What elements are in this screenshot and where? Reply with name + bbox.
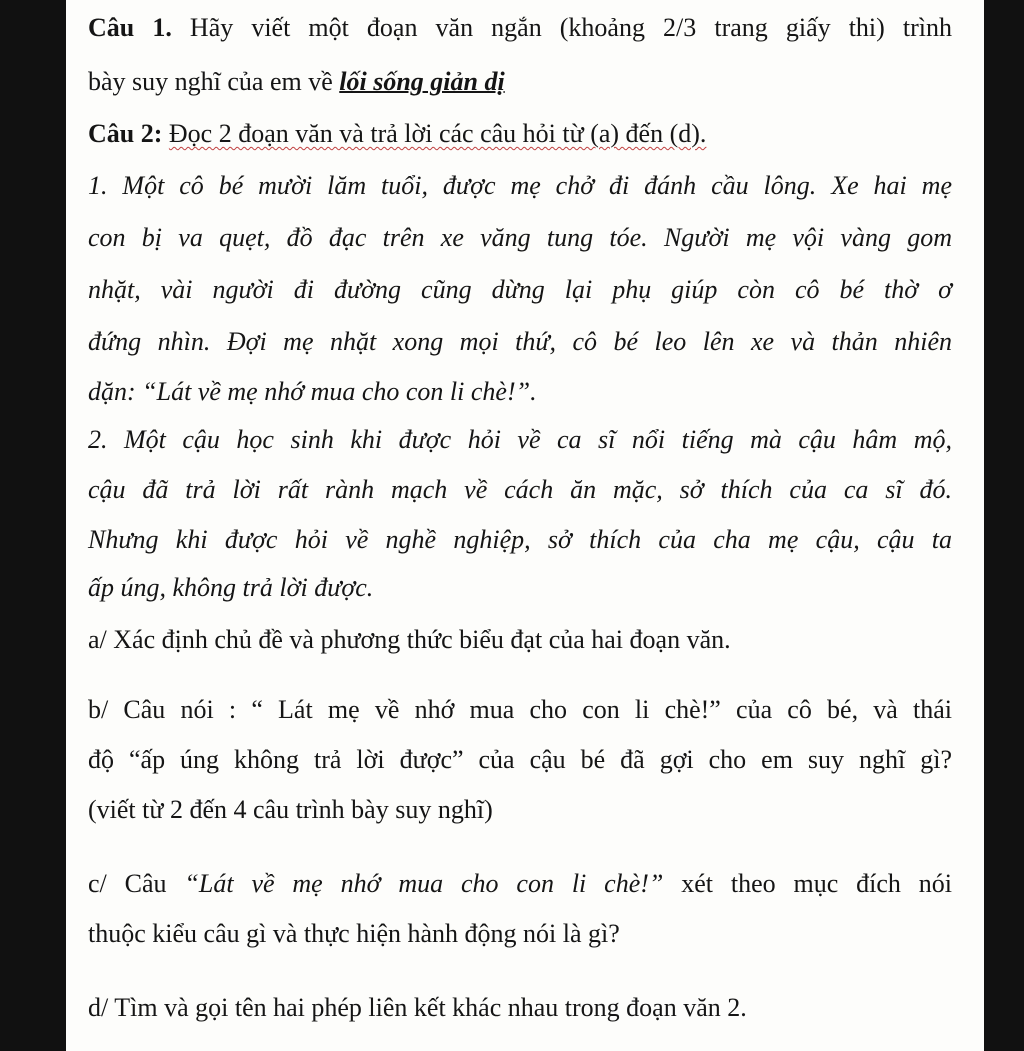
question-1-line-2 [88,64,952,100]
question-a: a/ Xác định chủ đề và phương thức biểu đạt của hai đoạn văn. [88,625,731,654]
passage-2-line: Nhưng khi được hỏi về nghề nghiệp, sở thích của cha mẹ cậu, cậu ta [88,525,952,554]
question-2-text: Đọc 2 đoạn văn và trả lời các câu hỏi từ (a) đến (d). [168,119,707,148]
passage-1-line: con bị va quẹt, đồ đạc trên xe văng tung tóe. Người mẹ vội vàng gom [88,223,952,252]
question-2-label: Câu 2: [88,119,163,148]
question-b-line: (viết từ 2 đến 4 câu trình bày suy nghĩ) [88,795,493,824]
question-c-line-2: thuộc kiểu câu gì và thực hiện hành động nói là gì? [88,919,620,948]
question-c-prefix: c/ Câu [88,869,167,898]
question-1-text: Hãy viết một đoạn văn ngắn (khoảng 2/3 trang giấy thi) trình [189,13,952,42]
question-c-quote: “Lát về mẹ nhớ mua cho con li chè!” [184,869,664,898]
passage-1-line: đứng nhìn. Đợi mẹ nhặt xong mọi thứ, cô bé leo lên xe và thản nhiên [88,327,952,356]
passage-1-line: dặn: “Lát về mẹ nhớ mua cho con li chè!”. [88,377,537,406]
question-2-heading [88,116,952,152]
question-d: d/ Tìm và gọi tên hai phép liên kết khác nhau trong đoạn văn 2. [88,993,747,1022]
question-b-line: độ “ấp úng không trả lời được” của cậu bé đã gợi cho em suy nghĩ gì? [88,745,952,774]
passage-1-line: 1. Một cô bé mười lăm tuổi, được mẹ chở đi đánh cầu lông. Xe hai mẹ [88,171,952,200]
question-c-line-1 [88,866,952,902]
question-1-text-2: bày suy nghĩ của em về [88,67,333,96]
question-c-suffix: xét theo mục đích nói [681,869,953,898]
question-1-label: Câu 1. [88,13,172,42]
passage-2-line: cậu đã trả lời rất rành mạch về cách ăn mặc, sở thích của ca sĩ đó. [88,475,952,504]
question-b-line: b/ Câu nói : “ Lát mẹ về nhớ mua cho con li chè!” của cô bé, và thái [88,695,952,724]
question-1-line-1 [88,10,952,46]
exam-document [66,0,984,1051]
passage-2-line: 2. Một cậu học sinh khi được hỏi về ca sĩ nổi tiếng mà cậu hâm mộ, [88,425,952,454]
passage-1-line: nhặt, vài người đi đường cũng dừng lại phụ giúp còn cô bé thờ ơ [88,275,952,304]
passage-2-line: ấp úng, không trả lời được. [88,573,374,602]
question-1-topic: lối sống giản dị [339,67,505,96]
